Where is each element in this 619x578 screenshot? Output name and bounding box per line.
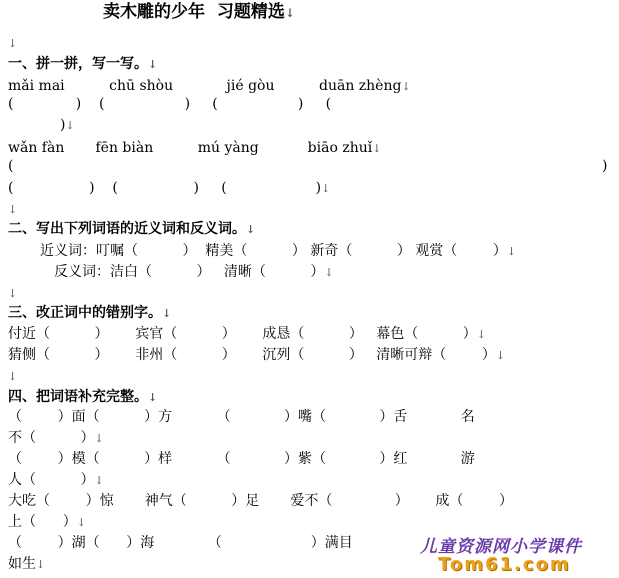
answer-blanks-row-3: ( ) ( ) ( )↓ — [8, 180, 331, 196]
idiom-line-7: （ ）湖（ ）海 （ ）满目 — [8, 535, 353, 551]
idiom-line-6: 上（ ）↓ — [8, 514, 86, 530]
typo-line-2: 猜侧（ ） 非州（ ） 沉列（ ） 清晰可辩（ ）↓ — [8, 347, 506, 363]
synonyms-line: 近义词：叮嘱（ ） 精美（ ） 新奇（ ） 观赏（ ）↓ — [40, 243, 517, 259]
idiom-line-1: （ ）面（ ）方 （ ）嘴（ ）舌 名 — [8, 409, 475, 425]
idiom-line-8: 如生↓ — [8, 556, 46, 572]
paragraph-mark: ↓ — [8, 370, 18, 383]
answer-blanks-row-1: ( ) ( ) ( ) ( — [8, 96, 332, 112]
idiom-line-2: 不（ ）↓ — [8, 430, 104, 446]
answer-blanks-row-1-cont: )↓ — [60, 117, 75, 133]
idiom-line-4: 人（ ）↓ — [8, 472, 104, 488]
page-title: 卖木雕的少年 习题精选↓ — [103, 2, 295, 22]
section-2-heading: 二、写出下列词语的近义词和反义词。↓ — [8, 221, 256, 237]
typo-line-1: 付近（ ） 宾官（ ） 成恳（ ） 幕色（ ）↓ — [8, 326, 486, 342]
answer-blanks-row-2-open: ( — [8, 158, 14, 174]
paragraph-mark: ↓ — [8, 37, 18, 50]
pinyin-row-1: mǎi mai chū shòu jié gòu duān zhèng↓ — [8, 78, 411, 94]
idiom-line-3: （ ）模（ ）样 （ ）紫（ ）红 游 — [8, 451, 475, 467]
section-1-heading: 一、拼一拼，写一写。↓ — [8, 56, 158, 72]
section-4-heading: 四、把词语补充完整。↓ — [8, 389, 158, 405]
pinyin-row-2: wǎn fàn fēn biàn mú yàng biāo zhuǐ↓ — [8, 140, 382, 156]
watermark-site-name: 儿童资源网小学课件 — [420, 537, 582, 557]
paragraph-mark: ↓ — [8, 203, 18, 216]
antonyms-line: 反义词：洁白（ ） 清晰（ ）↓ — [54, 264, 334, 280]
idiom-line-5: 大吃（ ）惊 神气（ ）足 爱不（ ） 成（ ） — [8, 493, 514, 509]
watermark-domain-logo: Tom61.com — [438, 554, 571, 575]
answer-blanks-row-2-close: ) — [602, 158, 608, 174]
paragraph-mark: ↓ — [8, 287, 18, 300]
section-3-heading: 三、改正词中的错别字。↓ — [8, 305, 172, 321]
